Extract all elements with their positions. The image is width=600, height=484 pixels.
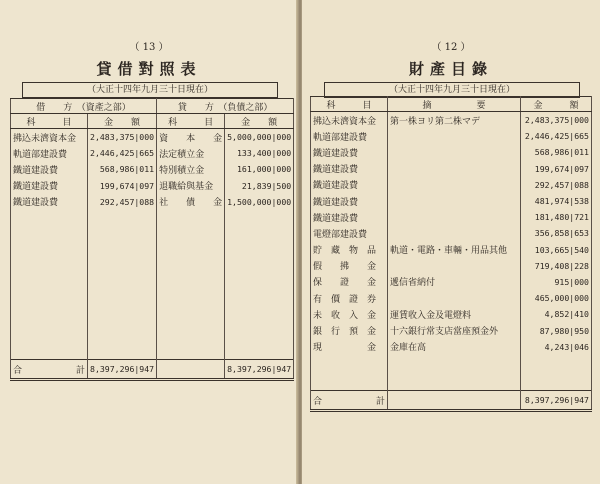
table-row-blank <box>311 355 592 391</box>
table-row <box>311 306 592 322</box>
row-desc: 軌道・電路・車輛・用品其他 <box>388 242 521 258</box>
debit-item: 鐵道建設費 <box>11 161 88 177</box>
table-row <box>311 258 592 274</box>
left-page <box>0 0 298 484</box>
row-item: 假 拂 金 <box>311 258 388 274</box>
page-title: 財產目錄 <box>408 60 493 78</box>
row-item: 有 價 證 券 <box>311 290 388 306</box>
row-desc <box>388 290 521 306</box>
row-item: 鐵道建設費 <box>311 193 388 209</box>
col-amount: 金 額 <box>521 97 592 112</box>
col-desc: 摘 要 <box>388 97 521 112</box>
row-amount: 292,457|088 <box>521 177 592 193</box>
col-item: 科 目 <box>157 114 225 129</box>
table-row <box>311 144 592 160</box>
table-row <box>311 290 592 306</box>
debit-item: 鐵道建設費 <box>11 194 88 210</box>
row-amount: 465,000|000 <box>521 290 592 306</box>
credit-amount: 1,500,000|000 <box>225 194 294 210</box>
debit-amount: 2,483,375|000 <box>88 129 157 146</box>
row-desc <box>388 258 521 274</box>
row-item: 鐵道建設費 <box>311 177 388 193</box>
row-amount: 103,665|540 <box>521 242 592 258</box>
col-item: 科 目 <box>311 97 388 112</box>
credit-total: 8,397,296|947 <box>225 360 294 380</box>
page-number: （ 12 ） <box>431 42 471 53</box>
debit-amount: 292,457|088 <box>88 194 157 210</box>
row-item: 銀 行 預 金 <box>311 322 388 338</box>
page-number: （ 13 ） <box>129 42 169 53</box>
row-desc: 十六銀行常支店當座預金外 <box>388 322 521 338</box>
debit-item: 鐵道建設費 <box>11 178 88 194</box>
total-row <box>311 391 592 411</box>
credit-amount: 161,000|000 <box>225 161 294 177</box>
date-line: （大正十四年九月三十日現在） <box>324 82 580 98</box>
row-item: 鐵道建設費 <box>311 161 388 177</box>
row-item: 現 金 <box>311 339 388 355</box>
credit-item: 特別積立金 <box>157 161 225 177</box>
debit-amount: 568,986|011 <box>88 161 157 177</box>
row-desc <box>388 177 521 193</box>
credit-item: 社 債 金 <box>157 194 225 210</box>
row-amount: 181,480|721 <box>521 209 592 225</box>
row-amount: 199,674|097 <box>521 161 592 177</box>
row-item: 保 證 金 <box>311 274 388 290</box>
row-desc: 金庫在高 <box>388 339 521 355</box>
table-row <box>311 112 592 129</box>
table-row <box>11 145 294 161</box>
table-row <box>311 193 592 209</box>
col-amount: 金 額 <box>88 114 157 129</box>
row-amount: 2,446,425|665 <box>521 128 592 144</box>
credit-amount: 5,000,000|000 <box>225 129 294 146</box>
credit-header: 貸 方 （負債之部） <box>157 99 294 114</box>
credit-amount: 133,400|000 <box>225 145 294 161</box>
row-amount: 356,858|653 <box>521 225 592 241</box>
row-item: 未 收 入 金 <box>311 306 388 322</box>
credit-item: 法定積立金 <box>157 145 225 161</box>
row-desc <box>388 128 521 144</box>
row-desc <box>388 161 521 177</box>
debit-total: 8,397,296|947 <box>88 360 157 380</box>
row-item: 鐵道建設費 <box>311 144 388 160</box>
table-row <box>311 225 592 241</box>
row-amount: 719,408|228 <box>521 258 592 274</box>
row-amount: 87,980|950 <box>521 322 592 338</box>
table-row <box>11 194 294 210</box>
row-item: 軌道部建設費 <box>311 128 388 144</box>
row-desc <box>388 193 521 209</box>
row-amount: 568,986|011 <box>521 144 592 160</box>
total-row <box>11 360 294 380</box>
table-row-blank <box>11 210 294 360</box>
row-desc: 運賃收入金及電燈料 <box>388 306 521 322</box>
row-item: 拂込未濟資本金 <box>311 112 388 129</box>
row-item: 電燈部建設費 <box>311 225 388 241</box>
debit-amount: 2,446,425|665 <box>88 145 157 161</box>
table-row <box>11 178 294 194</box>
table-row <box>311 322 592 338</box>
row-amount: 915|000 <box>521 274 592 290</box>
credit-item: 資 本 金 <box>157 129 225 146</box>
debit-amount: 199,674|097 <box>88 178 157 194</box>
row-amount: 4,852|410 <box>521 306 592 322</box>
row-desc: 遞信省納付 <box>388 274 521 290</box>
row-desc <box>388 144 521 160</box>
credit-amount: 21,839|500 <box>225 178 294 194</box>
date-line: （大正十四年九月三十日現在） <box>22 82 278 98</box>
table-row <box>311 177 592 193</box>
table-row <box>311 128 592 144</box>
row-desc <box>388 225 521 241</box>
debit-header: 借 方 （資產之部） <box>11 99 157 114</box>
table-row <box>311 161 592 177</box>
row-desc: 第一株ヨリ第二株マデ <box>388 112 521 129</box>
table-row <box>11 129 294 146</box>
credit-item: 退職給與基金 <box>157 178 225 194</box>
col-item: 科 目 <box>11 114 88 129</box>
col-amount: 金 額 <box>225 114 294 129</box>
table-row <box>311 242 592 258</box>
page-title: 貸借對照表 <box>96 60 202 78</box>
balance-sheet-table <box>10 98 294 381</box>
table-row <box>311 274 592 290</box>
debit-item: 軌道部建設費 <box>11 145 88 161</box>
row-amount: 2,483,375|000 <box>521 112 592 129</box>
total-label: 合 計 <box>11 360 88 380</box>
table-row <box>311 339 592 355</box>
row-desc <box>388 209 521 225</box>
table-row <box>11 161 294 177</box>
row-item: 貯 藏 物 品 <box>311 242 388 258</box>
row-item: 鐵道建設費 <box>311 209 388 225</box>
row-amount: 481,974|538 <box>521 193 592 209</box>
row-amount: 4,243|046 <box>521 339 592 355</box>
table-row <box>311 209 592 225</box>
debit-item: 拂込未濟資本金 <box>11 129 88 146</box>
grand-total: 8,397,296|947 <box>521 391 592 411</box>
inventory-table <box>310 96 592 412</box>
total-label: 合 計 <box>311 391 388 411</box>
right-page <box>302 0 600 484</box>
